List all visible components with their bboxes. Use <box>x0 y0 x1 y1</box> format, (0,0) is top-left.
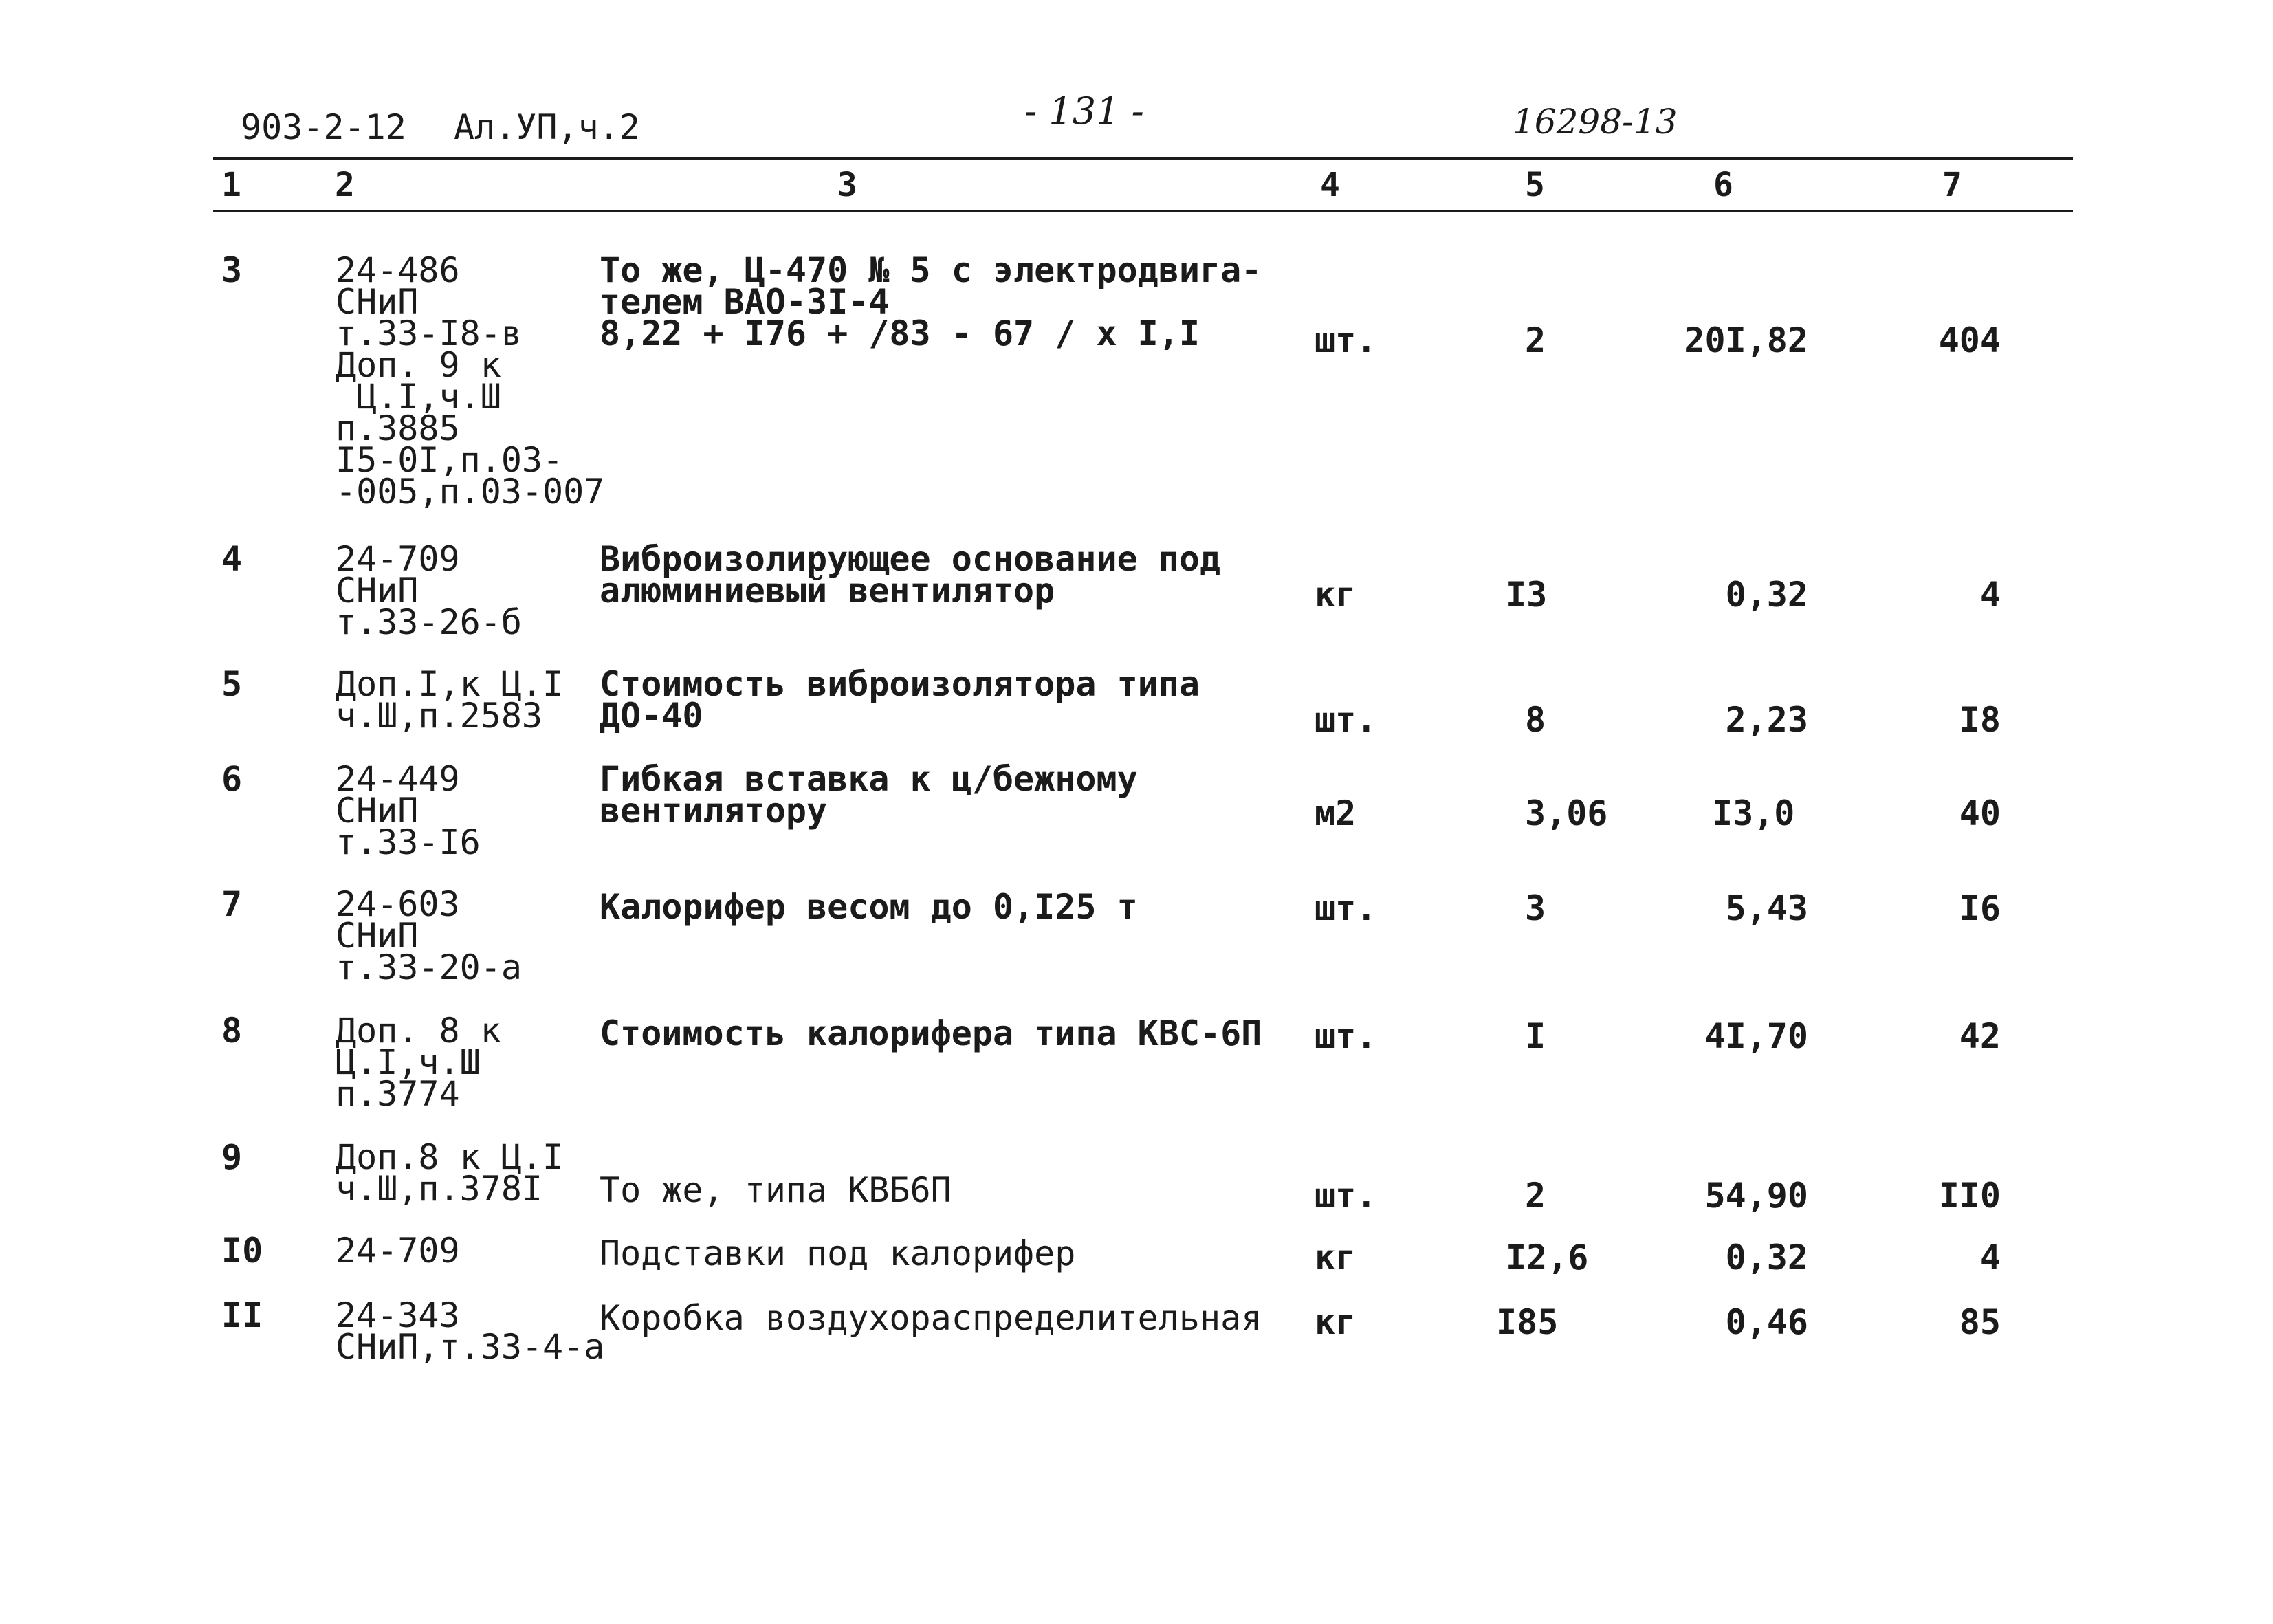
unit-price-cell: 20I,82 <box>1684 320 1808 360</box>
unit-price-cell: 54,90 <box>1704 1176 1808 1216</box>
row-number: 3 <box>221 250 243 290</box>
reference-line: СНиП,т.33-4-а <box>336 1327 605 1367</box>
document-number: 16298-13 <box>1513 102 1678 142</box>
project-code: 903-2-12 <box>241 107 406 147</box>
reference-line: п.3774 <box>336 1074 460 1114</box>
header-rule-top <box>213 157 2073 160</box>
total-cell: 42 <box>1959 1016 2001 1056</box>
reference-line: т.33-20-а <box>336 947 522 987</box>
reference-line: I5-0I,п.03- <box>336 440 564 480</box>
total-cell: II0 <box>1938 1176 2001 1216</box>
reference-line: Ц.I,ч.Ш <box>336 1042 481 1082</box>
description-line: То же, типа КВБ6П <box>600 1170 952 1210</box>
total-cell: 4 <box>1979 1238 2001 1277</box>
reference-line: 24-486 <box>336 250 460 290</box>
album-reference: Ал.УП,ч.2 <box>454 107 640 147</box>
total-cell: 40 <box>1959 793 2001 833</box>
reference-line: 24-343 <box>336 1295 460 1335</box>
unit-cell: шт. <box>1315 1176 1377 1216</box>
description-line: 8,22 + I76 + /83 - 67 / х I,I <box>600 314 1200 353</box>
quantity-cell: 8 <box>1525 700 1546 740</box>
unit-price-cell: 0,32 <box>1725 575 1808 615</box>
reference-line: ч.Ш,п.378I <box>336 1169 543 1209</box>
reference-line: Доп. 8 к <box>336 1011 501 1051</box>
total-cell: 4 <box>1979 575 2001 615</box>
total-cell: 85 <box>1959 1302 2001 1342</box>
row-number: 8 <box>221 1011 243 1051</box>
description-line: Стоимость калорифера типа КВС-6П <box>600 1013 1262 1053</box>
reference-line: ч.Ш,п.2583 <box>336 696 543 736</box>
unit-cell: кг <box>1315 575 1357 615</box>
unit-price-cell: 0,32 <box>1725 1238 1808 1277</box>
column-header-3: 3 <box>837 166 857 204</box>
column-header-7: 7 <box>1942 166 1962 204</box>
reference-line: т.33-I8-в <box>336 314 522 353</box>
reference-line: 24-709 <box>336 539 460 579</box>
header-rule-bottom <box>213 210 2073 212</box>
unit-price-cell: 4I,70 <box>1704 1016 1808 1056</box>
quantity-cell: I <box>1525 1016 1546 1056</box>
row-number: I0 <box>221 1231 263 1271</box>
row-number: 6 <box>221 759 243 799</box>
reference-line: 24-709 <box>336 1231 460 1271</box>
reference-line: СНиП <box>336 282 419 322</box>
description-line: Виброизолирующее основание под <box>600 539 1221 579</box>
description-line: ДО-40 <box>600 696 703 736</box>
column-header-1: 1 <box>221 166 241 204</box>
row-number: 5 <box>221 664 243 704</box>
description-line: То же, Ц-470 № 5 с электродвига- <box>600 250 1262 290</box>
unit-cell: шт. <box>1315 320 1377 360</box>
column-header-2: 2 <box>335 166 355 204</box>
unit-cell: шт. <box>1315 700 1377 740</box>
reference-line: СНиП <box>336 571 419 611</box>
reference-line: 24-603 <box>336 884 460 924</box>
unit-price-cell: 5,43 <box>1725 888 1808 928</box>
row-number: 9 <box>221 1137 243 1177</box>
reference-line: Доп.I,к Ц.I <box>336 664 564 704</box>
column-header-6: 6 <box>1713 166 1733 204</box>
unit-cell: кг <box>1315 1238 1357 1277</box>
unit-price-cell: 2,23 <box>1725 700 1808 740</box>
row-number: 4 <box>221 539 243 579</box>
quantity-cell: 2 <box>1525 320 1546 360</box>
quantity-cell: I3 <box>1506 575 1548 615</box>
reference-line: СНиП <box>336 916 419 956</box>
page-number: - 131 - <box>1024 89 1144 133</box>
unit-price-cell: I3,0 <box>1712 793 1795 833</box>
unit-cell: м2 <box>1315 793 1357 833</box>
column-header-4: 4 <box>1320 166 1340 204</box>
description-line: телем ВАО-3I-4 <box>600 282 890 322</box>
reference-line: Доп. 9 к <box>336 345 501 385</box>
description-line: вентилятору <box>600 791 828 831</box>
description-line: Стоимость виброизолятора типа <box>600 664 1200 704</box>
unit-cell: шт. <box>1315 888 1377 928</box>
row-number: II <box>221 1295 263 1335</box>
reference-line: п.3885 <box>336 408 460 448</box>
reference-line: Доп.8 к Ц.I <box>336 1137 564 1177</box>
column-header-5: 5 <box>1525 166 1545 204</box>
row-number: 7 <box>221 884 243 924</box>
reference-line: т.33-I6 <box>336 822 481 862</box>
quantity-cell: 3,06 <box>1525 793 1608 833</box>
description-line: алюминиевый вентилятор <box>600 571 1055 611</box>
quantity-cell: I85 <box>1496 1302 1559 1342</box>
reference-line: 24-449 <box>336 759 460 799</box>
total-cell: I6 <box>1959 888 2001 928</box>
description-line: Калорифер весом до 0,I25 т <box>600 887 1138 927</box>
unit-cell: кг <box>1315 1302 1357 1342</box>
total-cell: 404 <box>1938 320 2001 360</box>
reference-line: -005,п.03-007 <box>336 472 605 512</box>
description-line: Коробка воздухораспределительная <box>600 1298 1262 1338</box>
reference-line: Ц.I,ч.Ш <box>336 377 501 417</box>
description-line: Гибкая вставка к ц/бежному <box>600 759 1138 799</box>
description-line: Подставки под калорифер <box>600 1233 1076 1273</box>
quantity-cell: 2 <box>1525 1176 1546 1216</box>
reference-line: т.33-26-б <box>336 602 522 642</box>
quantity-cell: I2,6 <box>1506 1238 1589 1277</box>
quantity-cell: 3 <box>1525 888 1546 928</box>
unit-cell: шт. <box>1315 1016 1377 1056</box>
reference-line: СНиП <box>336 791 419 831</box>
total-cell: I8 <box>1959 700 2001 740</box>
unit-price-cell: 0,46 <box>1725 1302 1808 1342</box>
